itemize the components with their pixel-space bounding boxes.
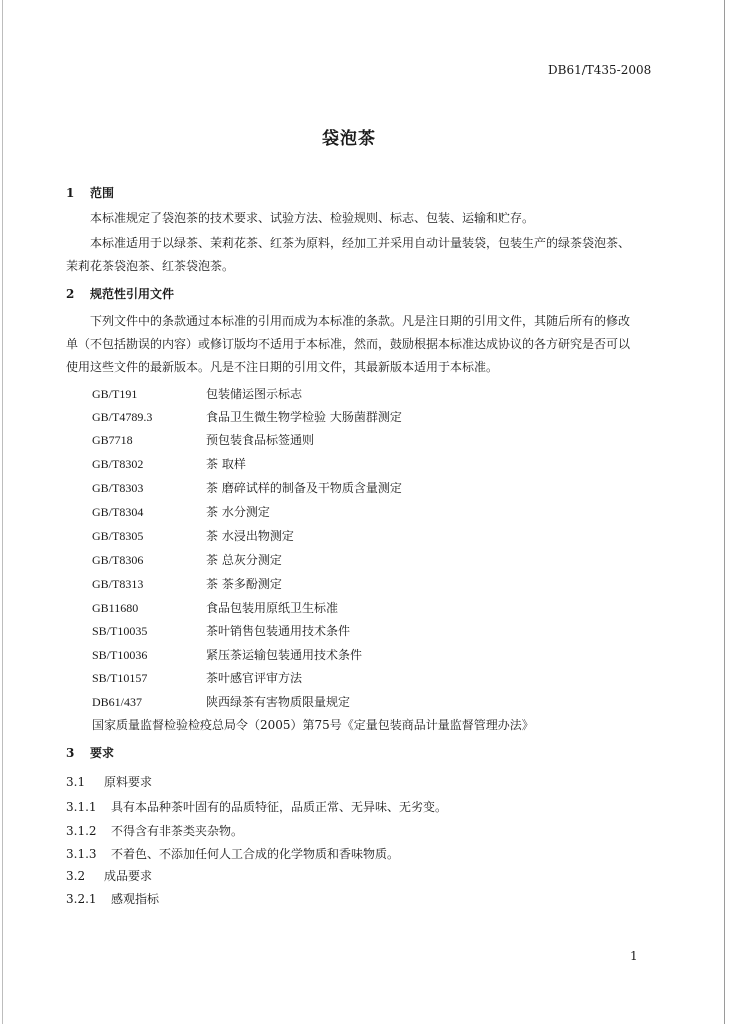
page-number: 1 [630, 949, 638, 963]
section-3-heading [66, 744, 114, 761]
section-2-heading [66, 285, 174, 302]
reference-code: GB7718 [92, 433, 133, 447]
reference-code: GB/T191 [92, 387, 138, 401]
reference-row [92, 551, 282, 568]
section-title: 规范性引用文件 [90, 287, 175, 301]
reference-row [92, 503, 270, 520]
reference-title: 紧压茶运输包装通用技术条件 [206, 648, 363, 662]
subsection-number: 3.2 [66, 869, 86, 883]
reference-row [92, 431, 314, 448]
scan-edge-left [2, 0, 3, 1024]
reference-title: 茶 磨碎试样的制备及干物质含量测定 [206, 481, 402, 495]
clause-text: 感观指标 [111, 892, 160, 906]
reference-row [92, 622, 350, 639]
subsection-number: 3.1 [66, 775, 86, 789]
scope-paragraph-1: 本标准规定了袋泡茶的技术要求、试验方法、检验规则、标志、包装、运输和贮存。 [90, 211, 535, 225]
scope-paragraph-2: 本标准适用于以绿茶、茉莉花茶、红茶为原料，经加工并采用自动计量装袋，包装生产的绿茶袋泡茶、茉莉花茶袋泡茶、红茶袋泡茶。 [66, 236, 631, 273]
reference-title: 食品卫生微生物学检验 大肠菌群测定 [206, 410, 402, 424]
reference-title: 茶叶感官评审方法 [206, 671, 303, 685]
clause-number: 3.1.2 [66, 824, 97, 838]
reference-title: 预包装食品标签通则 [206, 433, 315, 447]
section-number: 1 [66, 186, 75, 200]
reference-title: 茶 水分测定 [206, 505, 270, 519]
normative-paragraph: 下列文件中的条款通过本标准的引用而成为本标准的条款。凡是注日期的引用文件，其随后所有的修改单（不包括勘误的内容）或修订版均不适用于本标准，然而，鼓励根据本标准达成协议的各方研究是否可以使用这些文件的最新版本。凡是不注日期的引用文件，其最新版本适用于本标准。 [66, 314, 631, 374]
reference-title: 茶 取样 [206, 457, 246, 471]
reference-row [92, 455, 246, 472]
scan-edge-right [724, 0, 725, 1024]
reference-row [92, 599, 338, 616]
reference-code: SB/T10157 [92, 671, 148, 685]
subsection-3-2-heading [66, 867, 152, 884]
reference-code: DB61/437 [92, 695, 143, 709]
clause-3-1-2 [66, 822, 243, 839]
clause-number: 3.1.3 [66, 847, 97, 861]
reference-code: SB/T10035 [92, 624, 148, 638]
clause-3-1-3 [66, 845, 399, 862]
reference-title: 茶叶销售包装通用技术条件 [206, 624, 351, 638]
reference-row [92, 575, 282, 592]
reference-code: SB/T10036 [92, 648, 148, 662]
subsection-title: 原料要求 [104, 775, 153, 789]
document-title: 袋泡茶 [322, 129, 376, 149]
clause-number: 3.2.1 [66, 892, 97, 906]
reference-code: GB/T8302 [92, 457, 144, 471]
clause-number: 3.1.1 [66, 800, 97, 814]
reference-title: 茶 茶多酚测定 [206, 577, 282, 591]
reference-title: 茶 水浸出物测定 [206, 529, 294, 543]
reference-row [92, 669, 302, 686]
subsection-title: 成品要求 [104, 869, 153, 883]
reference-row [92, 385, 302, 402]
reference-code: GB/T8305 [92, 529, 144, 543]
reference-title: 陕西绿茶有害物质限量规定 [206, 695, 351, 709]
section-1-heading [66, 184, 114, 201]
clause-3-2-1 [66, 890, 159, 907]
clause-text: 不着色、不添加任何人工合成的化学物质和香味物质。 [111, 847, 400, 861]
reference-title: 包装储运图示标志 [206, 387, 303, 401]
reference-note: 国家质量监督检验检疫总局令（2005）第75号《定量包装商品计量监督管理办法》 [92, 718, 534, 732]
clause-text: 不得含有非茶类夹杂物。 [111, 824, 244, 838]
subsection-3-1-heading [66, 773, 152, 790]
reference-code: GB/T4789.3 [92, 410, 153, 424]
section-title: 范围 [90, 186, 115, 200]
clause-text: 具有本品种茶叶固有的品质特征，品质正常、无异味、无劣变。 [111, 800, 448, 814]
reference-row [92, 693, 350, 710]
clause-3-1-1 [66, 798, 447, 815]
reference-code: GB11680 [92, 601, 139, 615]
reference-row [92, 408, 402, 425]
reference-title: 食品包装用原纸卫生标准 [206, 601, 339, 615]
section-number: 3 [66, 746, 75, 760]
reference-code: GB/T8313 [92, 577, 144, 591]
reference-row [92, 646, 362, 663]
standard-code: DB61/T435-2008 [548, 63, 652, 77]
section-title: 要求 [90, 746, 115, 760]
reference-row [92, 479, 402, 496]
reference-code: GB/T8306 [92, 553, 144, 567]
reference-code: GB/T8304 [92, 505, 144, 519]
reference-title: 茶 总灰分测定 [206, 553, 282, 567]
reference-row [92, 527, 294, 544]
reference-code: GB/T8303 [92, 481, 144, 495]
section-number: 2 [66, 287, 75, 301]
